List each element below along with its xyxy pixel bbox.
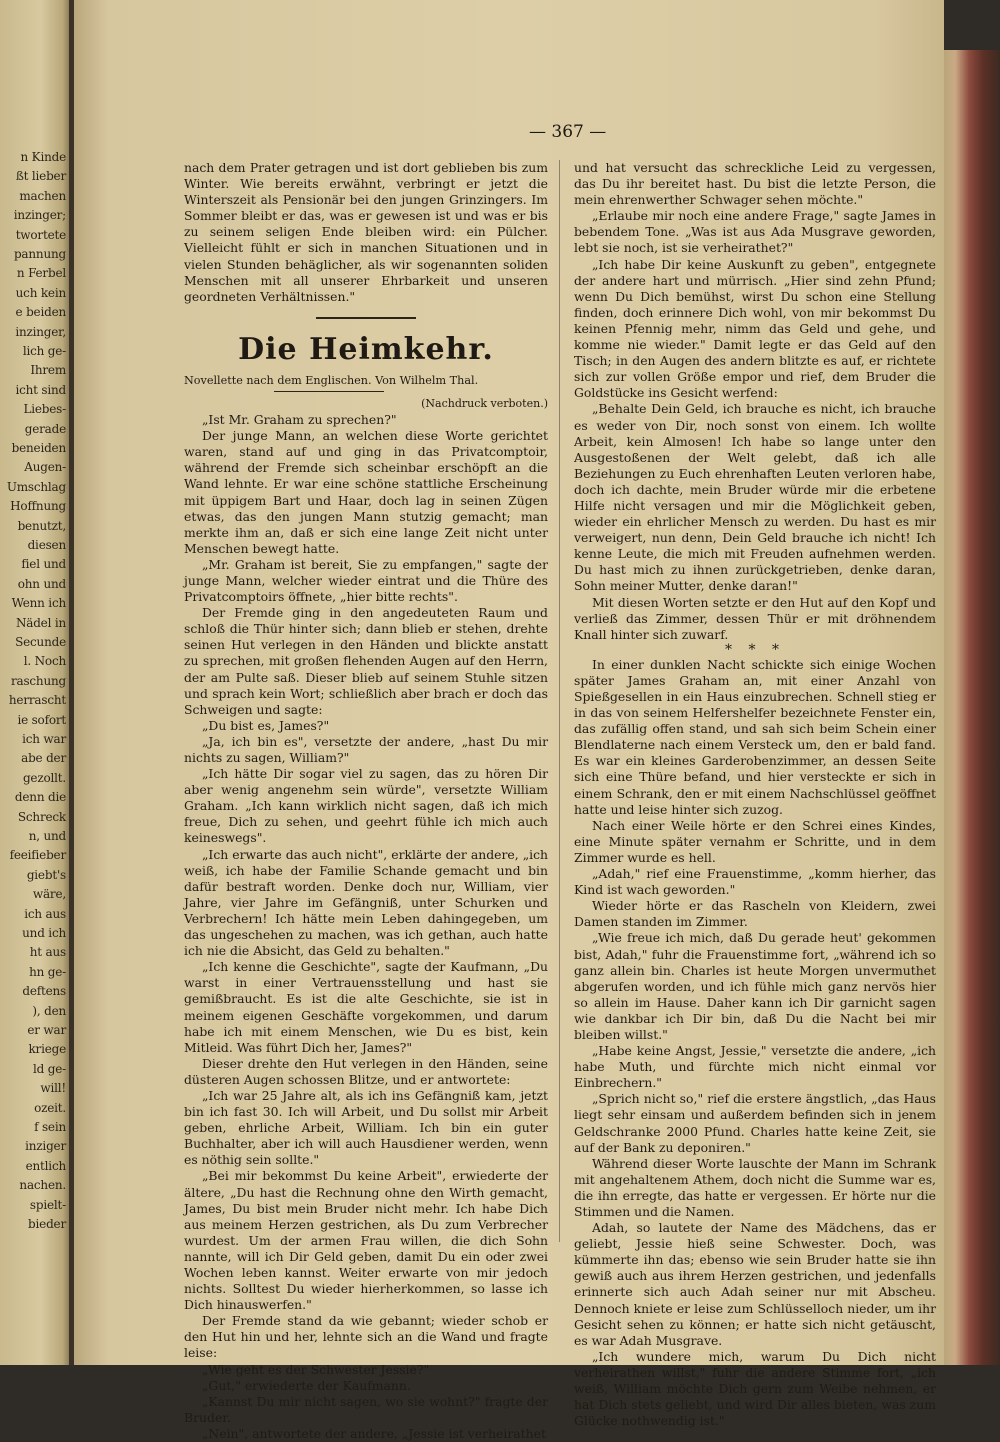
left-margin-fragment: will!	[40, 1081, 66, 1096]
left-margin-fragment: ich war	[22, 732, 66, 746]
left-margin-fragment: abe der	[21, 751, 66, 766]
left-margin-fragment: twortete	[15, 227, 66, 242]
left-margin-fragment: feeifieber	[9, 848, 66, 863]
left-margin-fragment: ), den	[32, 1003, 66, 1018]
left-margin-fragment: raschung	[10, 673, 66, 688]
paragraph: „Ja, ich bin es", versetzte der andere, „hast Du mir nichts zu sagen, William?"	[184, 733, 548, 765]
left-margin-fragment: wäre,	[32, 887, 66, 902]
left-margin-fragment: beneiden	[11, 441, 66, 455]
left-margin-fragment: ßt lieber	[15, 169, 66, 184]
paragraph: „Wie geht es der Schwester Jessie?"	[202, 1361, 430, 1377]
left-margin-fragment: n, und	[28, 829, 66, 843]
left-margin-fragment: entlich	[25, 1158, 66, 1173]
left-margin-fragment: ozeit.	[34, 1100, 66, 1115]
paragraph: „Nein", antwortete der andere, „Jessie ist verheirathet	[202, 1425, 546, 1441]
right-column-paragraphs-b	[574, 657, 936, 1430]
story-title: Die Heimkehr.	[238, 331, 494, 367]
intro-paragraph: nach dem Prater getragen und ist dort geblieben bis zum Winter. Wie bereits erwähnt, verbringt er jetzt die Winterszeit als Pensionär bei den jungen Grinzingers. Im Sommer bleibt er das, was er gewesen ist und was er bis zu seinem seligen Ende bleiben wird: ein Pülcher. Vielleicht fühlt er sich in manchen Situationen und in vielen Stunden behäglicher, als wir sogenannten soliden Menschen mit all unserer Ehrbarkeit und unseren geordneten Verhältnissen."	[184, 160, 548, 304]
left-margin-fragment: lich ge-	[22, 344, 66, 358]
left-margin-fragment: benutzt,	[17, 518, 66, 533]
left-margin-fragment: hn ge-	[29, 964, 66, 979]
page-stack-edge	[944, 50, 1000, 1365]
paragraph: Dieser drehte den Hut verlegen in den Händen, seine düsteren Augen schossen Blitze, und er antwortete:	[184, 1055, 548, 1087]
page-number: — 367 —	[529, 122, 607, 142]
right-column	[574, 160, 936, 1429]
left-margin-fragment: bieder	[28, 1217, 66, 1231]
left-margin-fragment: f sein	[34, 1120, 66, 1134]
left-margin-fragment: und ich	[22, 926, 66, 940]
left-margin-fragment: icht sind	[15, 382, 66, 397]
left-margin-fragment: uch kein	[15, 285, 66, 300]
left-margin-fragment: Schreck	[17, 809, 66, 824]
left-margin-fragment: n Kinde	[20, 150, 66, 164]
paragraph: „Ist Mr. Graham zu sprechen?"	[202, 412, 397, 428]
left-margin-fragment: nachen.	[19, 1178, 66, 1193]
left-margin-fragment: Ihrem	[30, 363, 66, 378]
section-break-stars: * * *	[725, 641, 785, 658]
left-margin-fragment: ohn und	[17, 576, 66, 591]
left-margin-fragment: Nädel in	[15, 615, 66, 630]
paragraph: „Gut," erwiederte der Kaufmann.	[202, 1377, 411, 1393]
left-margin-fragment: spielt-	[29, 1197, 66, 1212]
paragraph: „Kannst Du mir nicht sagen, wo sie wohnt?" fragte der Bruder.	[184, 1393, 548, 1425]
left-margin-fragment: gezollt.	[22, 770, 66, 785]
left-margin-fragment: fiel und	[21, 557, 66, 572]
left-margin-fragment: Wenn ich	[11, 596, 66, 611]
left-margin-fragment: n Ferbel	[16, 266, 66, 281]
left-margin-fragment: ie sofort	[17, 712, 66, 727]
left-column	[184, 160, 548, 1442]
paragraph: Der Fremde stand da wie gebannt; wieder schob er den Hut hin und her, lehnte sich an die Wand und fragte leise:	[184, 1313, 548, 1361]
paragraph: „Ich hätte Dir sogar viel zu sagen, das zu hören Dir aber wenig angenehm sein würde", versetzte William Graham. „Ich kann wirklich nicht sagen, daß ich mich freue, Dich zu sehen, und geehrt fühle ich mich auch keineswegs".	[184, 766, 548, 846]
paragraph: Wieder hörte er das Rascheln von Kleidern, zwei Damen standen im Zimmer.	[574, 898, 936, 930]
paragraph: Mit diesen Worten setzte er den Hut auf den Kopf und verließ das Zimmer, dessen Thür er mit dröhnendem Knall hinter sich zuwarf.	[574, 594, 936, 642]
paragraph: „Bei mir bekommst Du keine Arbeit", erwiederte der ältere, „Du hast die Rechnung ohne den Wirth gemacht, James, Du bist mein Bruder nicht mehr. Ich habe Dich aus meinem Herzen gestrichen, als Du zum Verbrecher wurdest. Um der armen Frau willen, die dich Sohn nannte, will ich Dir Geld geben, damit Du ein oder zwei Wochen leben kannst. Weiter erwarte von mir jedoch nichts. Solltest Du wieder hierherkommen, so lasse ich Dich hinauswerfen."	[184, 1168, 548, 1313]
left-margin-fragment: l. Noch	[23, 654, 66, 669]
paragraph: „Wie freue ich mich, daß Du gerade heut' gekommen bist, Adah," fuhr die Frauenstimme fort, „während ich so ganz allein bin. Charles ist heute Morgen unvermuthet abgerufen worden, und ich fühle mich ganz nervös hier so allein im Hause. Daher kann ich Dir garnicht sagen wie dankbar ich Dir bin, daß Du die Nacht bei mir bleiben willst."	[574, 930, 936, 1042]
left-margin-fragment: Umschlag	[6, 479, 66, 494]
left-margin-fragment: inziger	[25, 1139, 66, 1154]
column-divider	[559, 160, 560, 1242]
paragraph: „Erlaube mir noch eine andere Frage," sagte James in bebendem Tone. „Was ist aus Ada Musgrave geworden, lebt sie noch, ist sie verheirathet?"	[574, 208, 936, 256]
left-margin-fragment: Augen-	[24, 460, 66, 475]
paragraph: In einer dunklen Nacht schickte sich einige Wochen später James Graham an, mit einer Anzahl von Spießgesellen in ein Haus einzubrechen. Schnell stieg er in das von seinem Helfershelfer bezeichnete Fenster ein, das zufällig offen stand, und sah sich beim Schein einer Blendlaterne nach einem Versteck um, den er bald fand. Es war ein kleines Garderobenzimmer, an dessen Seite sich eine Thüre befand, und hier versteckte er sich in einem Schrank, den er mit einem Nachschlüssel geöffnet hatte und leise hinter sich zuzog.	[574, 656, 936, 817]
paragraph: „Behalte Dein Geld, ich brauche es nicht, ich brauche es weder von Dir, noch sonst von einem. Ich wollte Arbeit, kein Almosen! Ich habe so lange unter den Ausgestoßenen der Welt gelebt, daß ich alle Beziehungen zu Euch ehrenhaften Leuten verloren habe, doch ich dachte, mein Bruder würde mir die erbetene Hilfe nicht versagen und mir die Möglichkeit geben, wieder ein ehrlicher Mensch zu werden. Du hast es mir verweigert, nun denn, Dein Geld brauche ich nicht! Ich kenne Leute, die mich mit Freuden aufnehmen werden. Du hast mich zu ihnen zurückgetrieben, denke daran, Sohn meiner Mutter, denke daran!"	[574, 401, 936, 594]
left-margin-fragment: pannung	[13, 247, 66, 261]
section-rule	[316, 317, 416, 319]
paragraph: „Ich habe Dir keine Auskunft zu geben", entgegnete der andere hart und mürrisch. „Hier sind zehn Pfund; wenn Du Dich bemühst, wirst Du schon eine Stellung finden, doch erinnere Dich wohl, von mir bekommst Du keinen Pfennig mehr, nimm das Geld und gehe, und komme nie wieder." Damit legte er das Geld auf den Tisch; in den Augen des andern blitzte es auf, er richtete sich zur vollen Größe empor und rief, dem Bruder die Goldstücke ins Gesicht werfend:	[574, 256, 936, 401]
paragraph: Der Fremde ging in den angedeuteten Raum und schloß die Thür hinter sich; dann blieb er stehen, drehte seinen Hut verlegen in den Händen und blickte anstatt zu sprechen, mit großen flehenden Augen auf den Herrn, der am Pulte saß. Dieser blieb auf seinem Stuhle sitzen und sprach kein Wort; schließlich aber brach er doch das Schweigen und sagte:	[184, 605, 548, 717]
left-margin-fragment: er war	[27, 1023, 66, 1037]
left-margin-fragment: machen	[19, 188, 66, 203]
paragraph: „Ich kenne die Geschichte", sagte der Kaufmann, „Du warst in einer Vertrauensstellung und hast sie gemißbraucht. Es ist die alte Geschichte, sie ist in meinem eigenen Geschäfte vorgekommen, und darum habe ich mit einem Menschen, wie Du es bist, kein Mitleid. Was führt Dich her, James?"	[184, 959, 548, 1055]
story-subtitle: Novellette nach dem Englischen. Von Wilhelm Thal.	[184, 373, 479, 387]
paragraph: „Sprich nicht so," rief die erstere ängstlich, „das Haus liegt sehr einsam und außerdem befinden sich in jenem Geldschranke 2000 Pfund. Charles hatte keine Zeit, sie auf der Bank zu deponiren."	[574, 1091, 936, 1155]
subtitle-rule	[274, 391, 384, 392]
left-margin-fragment: deftens	[22, 984, 66, 999]
left-margin-fragment: ich aus	[24, 906, 66, 921]
left-margin-fragment: diesen	[27, 538, 66, 552]
paragraph: „Du bist es, James?"	[202, 717, 330, 733]
left-margin-fragment: inzinger,	[15, 324, 66, 339]
paragraph: und hat versucht das schreckliche Leid zu vergessen, das Du ihr bereitet hast. Du bist die letzte Person, die mein ehrenwerther Schwager sehen möchte."	[574, 160, 936, 208]
left-margin-fragment: ht aus	[29, 945, 66, 960]
left-margin-fragment: denn die	[14, 790, 66, 805]
paragraph: „Ich wundere mich, warum Du Dich nicht verheirathen willst," fuhr die andere Stimme fort, „ich weiß, William möchte Dich gern zum Weibe nehmen, er hat Dich stets geliebt, und wird Dir alles bieten, was zum Glücke nothwendig ist."	[574, 1348, 936, 1429]
paragraph: Nach einer Weile hörte er den Schrei eines Kindes, eine Minute später vernahm er Schritte, und in dem Zimmer wurde es hell.	[574, 817, 936, 865]
paragraph: Der junge Mann, an welchen diese Worte gerichtet waren, stand auf und ging in das Privatcomptoir, während der Fremde sich scheinbar erschöpft an die Wand lehnte. Er war eine schöne stattliche Erscheinung mit üppigem Bart und Haar, doch lag in seinen Zügen etwas, das den jungen Mann stutzig gemacht; man merkte ihm an, daß er sich eine lange Zeit nicht unter Menschen bewegt hatte.	[184, 428, 548, 556]
left-margin-fragment: inzinger;	[13, 208, 66, 223]
left-margin-fragment: Hoffnung	[10, 499, 66, 514]
left-page-edge	[0, 0, 74, 1365]
paragraph: „Adah," rief eine Frauenstimme, „komm hierher, das Kind ist wach geworden."	[574, 866, 936, 898]
left-margin-fragment: kriege	[28, 1042, 66, 1057]
paragraph: „Mr. Graham ist bereit, Sie zu empfangen," sagte der junge Mann, welcher wieder eintrat und die Thüre des Privatcomptoirs öffnete, „hier bitte rechts".	[184, 556, 548, 605]
left-margin-fragment: giebt's	[26, 867, 66, 882]
paragraph: „Habe keine Angst, Jessie," versetzte die andere, „ich habe Muth, und fürchte mich nicht einmal vor Einbrechern."	[574, 1043, 936, 1091]
left-column-paragraphs	[184, 412, 548, 1442]
left-margin-fragment: Secunde	[15, 635, 66, 649]
left-margin-fragment: e beiden	[15, 305, 66, 320]
paragraph: „Ich war 25 Jahre alt, als ich ins Gefängniß kam, jetzt bin ich fast 30. Ich will Arbeit, und Du sollst mir Arbeit geben, ehrliche Arbeit, William. Ich bin ein guter Buchhalter, aber ich will auch Hausdiener werden, wenn es nöthig sein sollte."	[184, 1087, 548, 1168]
book-page	[74, 0, 944, 1441]
paragraph: „Ich erwarte das auch nicht", erklärte der andere, „ich weiß, ich habe der Familie Schande gemacht und bin dafür bestraft worden. Denke doch nur, William, vier Jahre, vier Jahre im Gefängniß, unter Schurken und Verbrechern! Ich hätte mein Leben dahingegeben, um das ungeschehen zu machen, was ich gethan, auch hatte ich nie die Absicht, das Geld zu behalten."	[184, 846, 548, 959]
reprint-note: (Nachdruck verboten.)	[421, 396, 548, 410]
paragraph: Adah, so lautete der Name des Mädchens, das er geliebt, Jessie hieß seine Schwester. Doch, was kümmerte ihn das; ebenso wie sein Bruder hatte sie ihn gewiß auch aus ihrem Herzen gestrichen, und jedenfalls erinnerte sich auch Adah seiner nur mit Abscheu. Dennoch kniete er leise zum Schlüsselloch nieder, um ihr Gesicht sehen zu können; er hatte sich nicht getäuscht, es war Adah Musgrave.	[574, 1220, 936, 1348]
paragraph: Während dieser Worte lauschte der Mann im Schrank mit angehaltenem Athem, doch nicht die Summe war es, die ihn erregte, das hatte er vergessen. Er hörte nur die Stimmen und die Namen.	[574, 1155, 936, 1219]
left-margin-fragment: Liebes-	[23, 402, 66, 417]
left-margin-fragment: gerade	[24, 421, 66, 436]
left-margin-fragment: herrascht	[8, 693, 66, 708]
left-margin-fragment: ld ge-	[33, 1061, 66, 1076]
right-column-paragraphs-a	[574, 160, 936, 643]
